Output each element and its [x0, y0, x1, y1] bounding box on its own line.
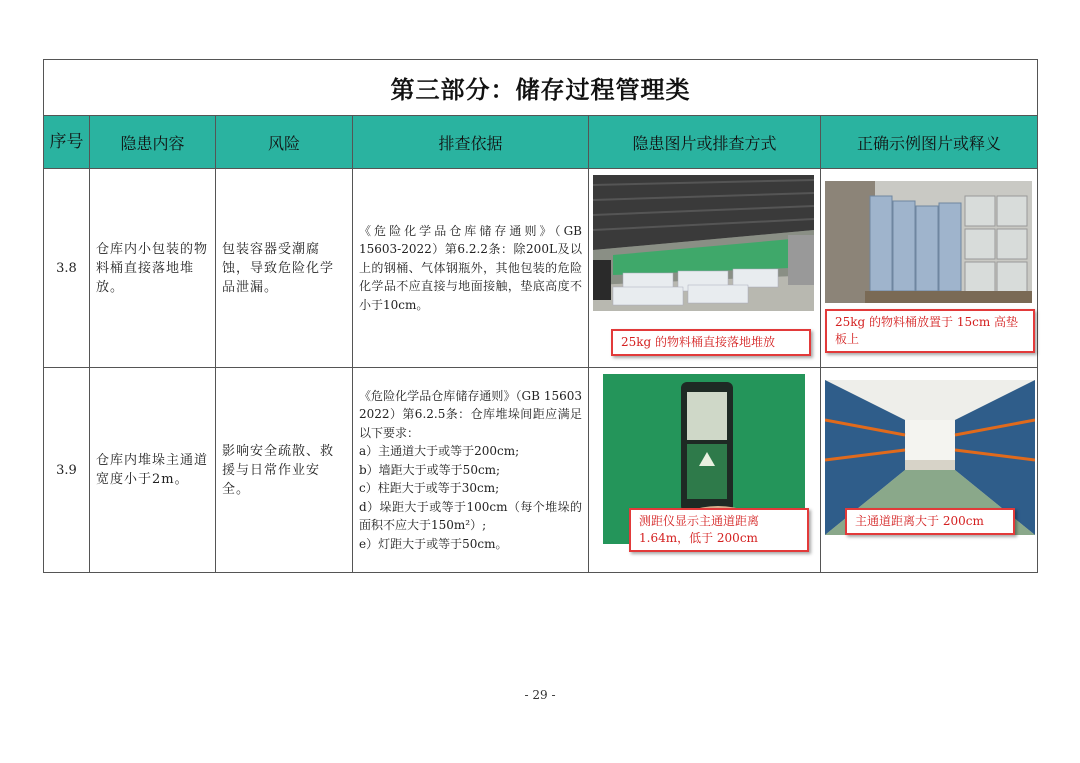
page-number: - 29 -	[524, 688, 556, 702]
table-row	[44, 368, 1038, 573]
correct-caption: 25kg 的物料桶放置于 15cm 高垫板上	[825, 309, 1035, 353]
header-risk: 风险	[216, 116, 353, 169]
hazard-content: 仓库内堆垛主通道宽度小于2m。	[90, 368, 216, 573]
header-content: 隐患内容	[90, 116, 216, 169]
header-correct: 正确示例图片或释义	[821, 116, 1038, 169]
risk-text: 包装容器受潮腐蚀，导致危险化学品泄漏。	[216, 169, 353, 368]
basis-line: a）主通道大于或等于200cm;	[359, 444, 520, 459]
basis-line: d）垛距大于或等于100cm（每个堆垛的面积不应大于150m²）;	[359, 499, 582, 533]
correct-photo-cell	[821, 368, 1038, 573]
hazard-photo-cell	[589, 169, 821, 368]
row-number: 3.9	[44, 368, 90, 573]
hazard-caption: 25kg 的物料桶直接落地堆放	[611, 329, 811, 356]
basis-line: c）柱距大于或等于30cm;	[359, 481, 500, 496]
drums-on-pallet-photo	[825, 181, 1032, 303]
correct-caption: 主通道距离大于 200cm	[845, 508, 1015, 535]
header-index: 序号	[44, 116, 90, 169]
basis-text: 《危险化学品仓库储存通则》（GB 15603-2022）第6.2.2条：除200L及以上的钢桶、气体钢瓶外，其他包装的危险化学品不应直接与地面接触，垫底高度不小于10cm。	[353, 169, 589, 368]
basis-line: 《危险化学品仓库储存通则》（GB 15603 2022）第6.2.5条：仓库堆垛间距应满足以下要求：	[359, 388, 582, 440]
header-image: 隐患图片或排查方式	[589, 116, 821, 169]
warehouse-floor-photo	[593, 175, 814, 311]
row-number: 3.8	[44, 169, 90, 368]
hazard-table	[43, 59, 1038, 573]
correct-photo-cell	[821, 169, 1038, 368]
table-row	[44, 169, 1038, 368]
header-basis: 排查依据	[353, 116, 589, 169]
hazard-caption: 测距仪显示主通道距离 1.64m，低于 200cm	[629, 508, 809, 552]
section-title: 第三部分：储存过程管理类	[44, 60, 1038, 116]
basis-line: e）灯距大于或等于50cm。	[359, 536, 508, 551]
basis-line: b）墙距大于或等于50cm;	[359, 462, 501, 477]
risk-text: 影响安全疏散、救援与日常作业安全。	[216, 368, 353, 573]
table-header-row	[44, 116, 1038, 169]
hazard-photo-cell	[589, 368, 821, 573]
basis-text	[353, 368, 589, 573]
hazard-content: 仓库内小包装的物料桶直接落地堆放。	[90, 169, 216, 368]
